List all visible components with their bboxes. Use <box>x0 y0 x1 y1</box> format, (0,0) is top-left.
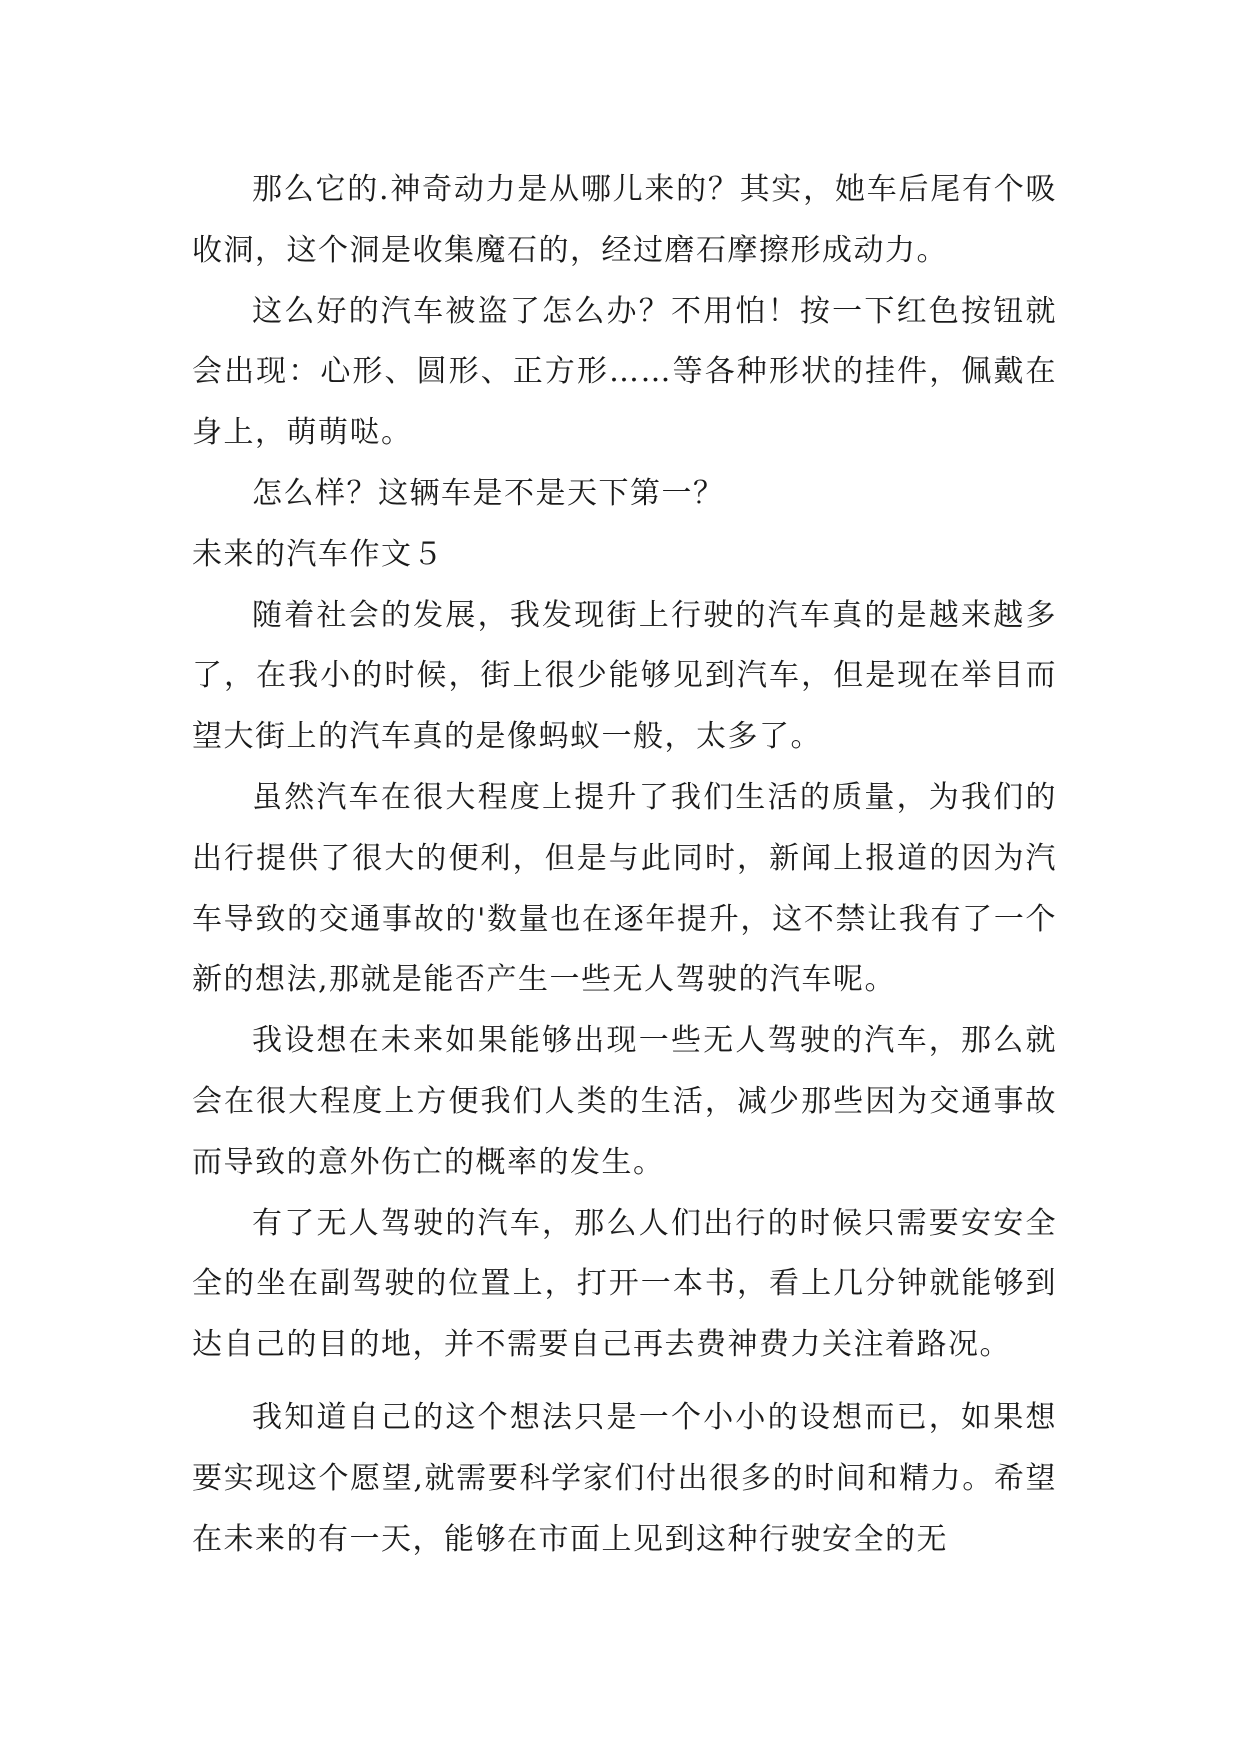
paragraph-driverless-benefit: 有了无人驾驶的汽车，那么人们出行的时候只需要安安全全的坐在副驾驶的位置上，打开一本书，看上几分钟就能够到达自己的目的地，并不需要自己再去费神费力关注着路况。 <box>192 1205 1057 1363</box>
paragraph-theft-button: 这么好的汽车被盗了怎么办？不用怕！按一下红色按钮就会出现：心形、圆形、正方形……等各种形状的挂件，佩戴在身上，萌萌哒。 <box>192 293 1057 451</box>
paragraph-power-source: 那么它的.神奇动力是从哪儿来的？其实，她车后尾有个吸收洞，这个洞是收集魔石的，经过磨石摩擦形成动力。 <box>192 172 1057 268</box>
paragraph-more-cars: 随着社会的发展，我发现街上行驶的汽车真的是越来越多了，在我小的时候，街上很少能够见到汽车，但是现在举目而望大街上的汽车真的是像蚂蚁一般，太多了。 <box>192 597 1057 755</box>
paragraph-hope: 我知道自己的这个想法只是一个小小的设想而已，如果想要实现这个愿望,就需要科学家们付出很多的时间和精力。希望在未来的有一天，能够在市面上见到这种行驶安全的无 <box>192 1399 1057 1557</box>
paragraph-traffic-accidents: 虽然汽车在很大程度上提升了我们生活的质量，为我们的出行提供了很大的便利，但是与此同时，新闻上报道的因为汽车导致的交通事故的'数量也在逐年提升，这不禁让我有了一个新的想法,那就是能否产生一些无人驾驶的汽车呢。 <box>192 779 1057 998</box>
paragraph-gap <box>192 1376 1057 1388</box>
paragraph-best-car: 怎么样？这辆车是不是天下第一？ <box>252 475 725 511</box>
paragraph-driverless-idea: 我设想在未来如果能够出现一些无人驾驶的汽车，那么就会在很大程度上方便我们人类的生活，减少那些因为交通事故而导致的意外伤亡的概率的发生。 <box>192 1023 1057 1180</box>
section-title: 未来的汽车作文５ <box>192 536 444 572</box>
document-body <box>192 160 1057 1570</box>
